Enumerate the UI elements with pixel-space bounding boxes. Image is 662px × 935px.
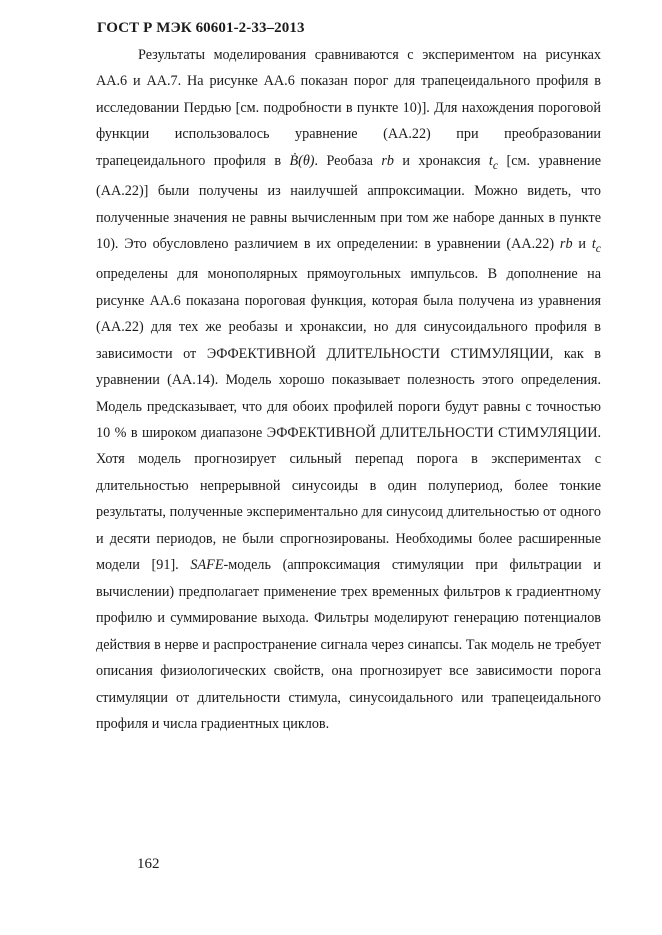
symbol-tc-subscript: c xyxy=(492,157,499,172)
text-segment-5: и xyxy=(572,236,592,252)
symbol-rb: rb xyxy=(381,152,394,169)
text-segment-1: Результаты моделирования сравниваются с экспериментом на рисунках АА.6 и АА.7. На рисунке АА.6 показан порог для трапецеидального профиля в исследовании Пердью [см. подробности в пункте 10)]. Для нахождения пороговой функции использовалось уравнение (АА.22) при преобразовании трапецеидального профиля в xyxy=(96,47,601,169)
text-segment-2: . Реобаза xyxy=(314,152,382,169)
body-paragraph xyxy=(96,42,601,737)
symbol-tc-second-base: t xyxy=(591,236,596,252)
symbol-tc-base: t xyxy=(488,152,493,169)
symbol-tc xyxy=(488,152,499,172)
safe-term: SAFE xyxy=(190,557,224,574)
symbol-rb-second: rb xyxy=(559,236,573,252)
document-header: ГОСТ Р МЭК 60601-2-33–2013 xyxy=(97,20,305,36)
page-number: 162 xyxy=(137,856,160,872)
symbol-tc-second xyxy=(591,236,602,255)
text-segment-6: определены для монополярных прямоугольных импульсов. В дополнение на рисунке АА.6 показана пороговая функция, которая была получена из уравнения (АА.22) для тех же реобазы и хронаксии, но для синусоидального профиля в зависимости от ЭФФЕКТИВНОЙ ДЛИТЕЛЬНОСТИ СТИМУЛЯЦИИ, как в уравнении (АА.14). Модель хорошо показывает полезность этого определения. Модель предсказывает, что для обоих профилей пороги будут равны с точностью 10 % в широком диапазоне ЭФФЕКТИВНОЙ ДЛИТЕЛЬНОСТИ СТИМУЛЯЦИИ. Хотя модель прогнозирует сильный перепад порога в экспериментах с длительностью непрерывной синусоиды в один полупериод, более тонкие результаты, полученные экспериментально для синусоид длительностью от одного и десяти периодов, не были спрогнозированы. Необходимы более расширенные модели [91]. xyxy=(96,266,601,574)
text-segment-4: [см. уравнение (АА.22)] были получены из наилучшей аппроксимации. Можно видеть, что полученные значения не равны вычисленным при том же наборе данных в пункте 10). Это обусловлено различием в их определении: в уравнении (АА.22) xyxy=(96,152,601,252)
text-segment-3: и хронаксия xyxy=(394,152,489,169)
formula-b-theta: Ḃ(θ) xyxy=(289,152,315,169)
symbol-tc-second-subscript: c xyxy=(595,240,602,255)
text-segment-7: -модель (аппроксимация стимуляции при фильтрации и вычислении) предполагает применение трех временных фильтров к градиентному профилю и суммирование выхода. Фильтры моделируют генерацию потенциалов действия в нерве и распространение сигнала через синапсы. Так модель не требует описания физиологических свойств, она прогнозирует все зависимости порога стимуляции от длительности стимула, синусоидального или трапецеидального профиля и числа градиентных циклов. xyxy=(96,557,601,732)
